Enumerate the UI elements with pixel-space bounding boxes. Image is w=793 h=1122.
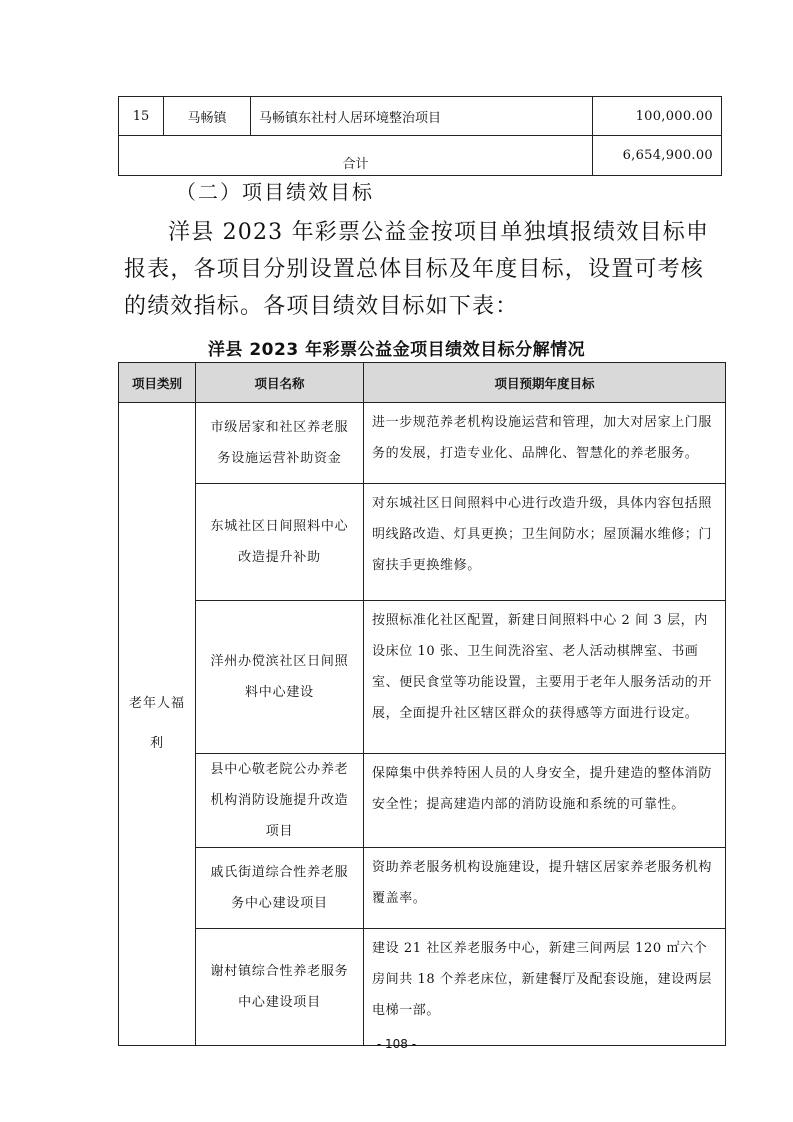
header-annual-goal: 项目预期年度目标 [364,363,726,403]
section-heading: （二）项目绩效目标 [176,180,374,204]
performance-goals-table [118,362,726,1046]
funding-table-continuation [118,96,722,176]
total-row [119,136,722,176]
table-header-row [119,363,726,403]
header-project-name: 项目名称 [196,363,364,403]
page-number: - 108 - [376,1037,417,1051]
category-cell: 老年人福利 [119,403,196,1046]
body-paragraph: 洋县 2023 年彩票公益金按项目单独填报绩效目标申报表，各项目分别设置总体目标及年度目标，设置可考核的绩效指标。各项目绩效目标如下表： [124,220,710,319]
project-name-cell: 谢村镇综合性养老服务中心建设项目 [196,929,364,1046]
town-name: 马畅镇 [164,97,251,136]
table-row [119,484,726,601]
table-row [119,601,726,754]
goal-cell: 进一步规范养老机构设施运营和管理，加大对居家上门服务的发展，打造专业化、品牌化、智慧化的养老服务。 [364,403,726,484]
row-number: 15 [119,97,164,136]
table-title: 洋县 2023 年彩票公益金项目绩效目标分解情况 [207,340,586,360]
project-name-cell: 县中心敬老院公办养老机构消防设施提升改造项目 [196,754,364,848]
project-name-cell: 东城社区日间照料中心改造提升补助 [196,484,364,601]
goal-cell: 建设 21 社区养老服务中心，新建三间两层 120 ㎡六个房间共 18 个养老床位，新建餐厅及配套设施，建设两层电梯一部。 [364,929,726,1046]
project-name: 马畅镇东社村人居环境整治项目 [251,97,593,136]
table-row [119,848,726,929]
table-row [119,754,726,848]
table-row [119,97,722,136]
header-category: 项目类别 [119,363,196,403]
table-row [119,403,726,484]
goal-cell: 资助养老服务机构设施建设，提升辖区居家养老服务机构覆盖率。 [364,848,726,929]
goal-cell: 按照标准化社区配置，新建日间照料中心 2 间 3 层，内设床位 10 张、卫生间洗浴室、老人活动棋牌室、书画室、便民食堂等功能设置，主要用于老年人服务活动的开展，全面提升社区辖区群众的获得感等方面进行设定。 [364,601,726,754]
goal-cell: 对东城社区日间照料中心进行改造升级，具体内容包括照明线路改造、灯具更换；卫生间防水；屋顶漏水维修；门窗扶手更换维修。 [364,484,726,601]
total-amount: 6,654,900.00 [593,136,722,176]
project-name-cell: 市级居家和社区养老服务设施运营补助资金 [196,403,364,484]
project-name-cell: 戚氏街道综合性养老服务中心建设项目 [196,848,364,929]
goal-cell: 保障集中供养特困人员的人身安全，提升建造的整体消防安全性；提高建造内部的消防设施和系统的可靠性。 [364,754,726,848]
table-row [119,929,726,1046]
project-name-cell: 洋州办傥滨社区日间照料中心建设 [196,601,364,754]
amount: 100,000.00 [593,97,722,136]
total-label: 合计 [119,136,593,176]
